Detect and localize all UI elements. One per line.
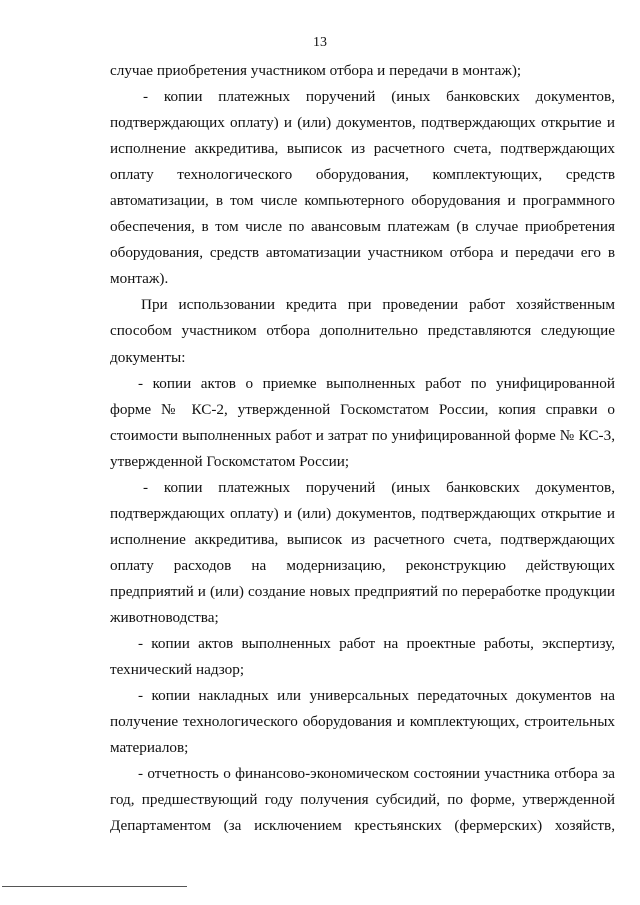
text-line: стоимости выполненных работ и затрат по унифицированной форме № КС-3, <box>110 426 615 444</box>
text-line: форме № КС-2, утвержденной Госкомстатом России, копия справки о <box>110 400 615 418</box>
page-number: 13 <box>313 35 327 50</box>
text-line: получение технологического оборудования и комплектующих, строительных <box>110 713 615 731</box>
text-line: материалов; <box>110 739 189 757</box>
text-line: - копии накладных или универсальных передаточных документов на <box>138 687 615 705</box>
text-line: - отчетность о финансово-экономическом состоянии участника отбора за <box>138 765 615 783</box>
text-line: способом участником отбора дополнительно представляются следующие <box>110 322 615 340</box>
text-line: автоматизации, в том числе компьютерного оборудования и программного <box>110 192 615 210</box>
text-line: документы: <box>110 348 186 366</box>
text-line: год, предшествующий году получения субсидий, по форме, утвержденной <box>110 791 615 809</box>
text-line: подтверждающих оплату) и (или) документов, подтверждающих открытие и <box>110 114 615 132</box>
text-line: предприятий и (или) создание новых предприятий по переработке продукции <box>110 582 615 600</box>
text-line: технический надзор; <box>110 661 245 679</box>
text-line: При использовании кредита при проведении работ хозяйственным <box>141 296 615 314</box>
text-line: исполнение аккредитива, выписок из расчетного счета, подтверждающих <box>110 140 615 158</box>
text-line: обеспечения, в том числе по авансовым платежам (в случае приобретения <box>110 218 615 236</box>
text-line: исполнение аккредитива, выписок из расчетного счета, подтверждающих <box>110 530 615 548</box>
text-line: случае приобретения участником отбора и передачи в монтаж); <box>110 62 522 79</box>
text-line: - копии актов о приемке выполненных работ по унифицированной <box>138 374 615 392</box>
footnote-divider <box>2 886 187 887</box>
text-line: - копии платежных поручений (иных банковских документов, <box>143 88 615 106</box>
text-line: подтверждающих оплату) и (или) документов, подтверждающих открытие и <box>110 504 615 522</box>
text-line: - копии платежных поручений (иных банковских документов, <box>143 478 615 496</box>
text-line: утвержденной Госкомстатом России; <box>110 452 350 470</box>
text-line: оплату расходов на модернизацию, реконструкцию действующих <box>110 556 615 574</box>
document-text <box>110 58 615 839</box>
text-line: оплату технологического оборудования, комплектующих, средств <box>110 166 615 184</box>
text-line: оборудования, средств автоматизации участником отбора и передачи его в <box>110 244 615 262</box>
text-line: - копии актов выполненных работ на проектные работы, экспертизу, <box>138 635 615 653</box>
text-line: монтаж). <box>110 270 169 288</box>
text-line: животноводства; <box>110 608 219 626</box>
text-line: Департаментом (за исключением крестьянских (фермерских) хозяйств, <box>110 817 615 835</box>
